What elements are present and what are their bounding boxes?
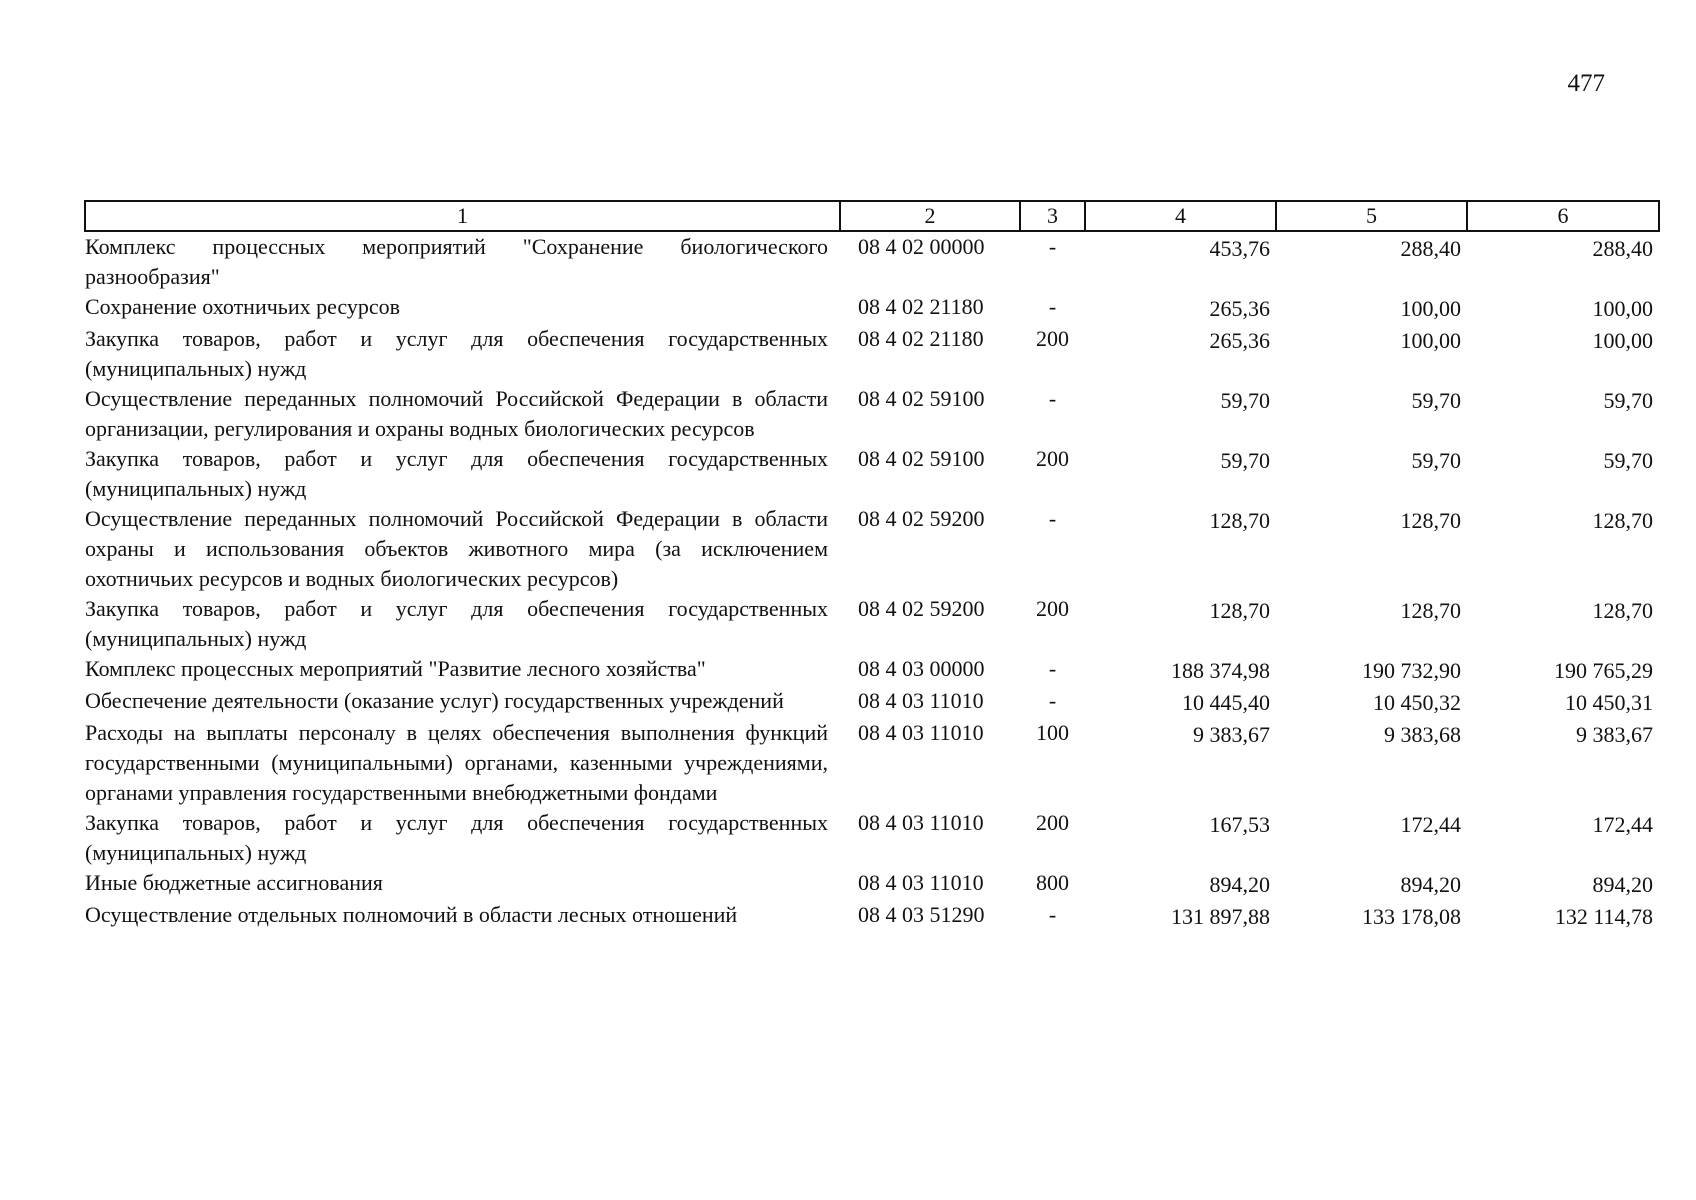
amount-column-6: 894,20 (1592, 872, 1653, 897)
table-row (85, 231, 1659, 292)
expense-type-code: 200 (1036, 810, 1069, 835)
expense-type-code: - (1048, 902, 1057, 927)
amount-column-6: 59,70 (1603, 388, 1653, 413)
amount-column-6: 59,70 (1603, 448, 1653, 473)
expense-type-code: 800 (1036, 870, 1069, 895)
target-article-code: 08 4 03 11010 (858, 720, 984, 745)
expense-type-code: - (1048, 506, 1057, 531)
target-article-code: 08 4 03 00000 (858, 656, 985, 681)
table-row (85, 324, 1659, 384)
item-name: Осуществление переданных полномочий Российской Федерации в области охраны и использования объектов животного мира (за исключением охотничьих ресурсов и водных биологических ресурсов) (85, 506, 828, 591)
target-article-code: 08 4 03 51290 (858, 902, 985, 927)
amount-column-4: 453,76 (1209, 236, 1270, 261)
amount-column-4: 59,70 (1220, 388, 1270, 413)
amount-column-5: 59,70 (1411, 388, 1461, 413)
amount-column-4: 265,36 (1209, 328, 1270, 353)
column-header-6: 6 (1467, 201, 1659, 231)
amount-column-5: 172,44 (1400, 812, 1461, 837)
target-article-code: 08 4 02 00000 (858, 234, 985, 259)
item-name: Закупка товаров, работ и услуг для обеспечения государственных (муниципальных) нужд (85, 326, 828, 381)
column-header-4: 4 (1085, 201, 1276, 231)
item-name: Обеспечение деятельности (оказание услуг) государственных учреждений (85, 688, 784, 713)
amount-column-5: 10 450,32 (1373, 690, 1461, 715)
amount-column-5: 9 383,68 (1384, 722, 1461, 747)
column-header-1: 1 (85, 201, 840, 231)
table-row (85, 504, 1659, 594)
table-row (85, 384, 1659, 444)
table-row (85, 654, 1659, 686)
amount-column-5: 128,70 (1400, 598, 1461, 623)
amount-column-4: 894,20 (1209, 872, 1270, 897)
amount-column-6: 132 114,78 (1554, 904, 1653, 929)
table-row (85, 594, 1659, 654)
table-row (85, 718, 1659, 808)
amount-column-5: 100,00 (1400, 328, 1461, 353)
amount-column-4: 188 374,98 (1171, 658, 1270, 683)
column-number-header-row (85, 201, 1659, 231)
expense-type-code: - (1048, 656, 1057, 681)
table-row (85, 868, 1659, 900)
item-name: Осуществление переданных полномочий Российской Федерации в области организации, регулирования и охраны водных биологических ресурсов (85, 386, 828, 441)
amount-column-4: 9 383,67 (1193, 722, 1270, 747)
amount-column-4: 59,70 (1220, 448, 1270, 473)
expense-type-code: - (1048, 386, 1057, 411)
item-name: Комплекс процессных мероприятий "Развитие лесного хозяйства" (85, 656, 706, 681)
table-row (85, 686, 1659, 718)
amount-column-6: 190 765,29 (1554, 658, 1653, 683)
amount-column-5: 59,70 (1411, 448, 1461, 473)
table-row (85, 444, 1659, 504)
target-article-code: 08 4 02 59200 (858, 596, 985, 621)
page-number: 477 (1567, 70, 1605, 97)
amount-column-4: 131 897,88 (1171, 904, 1270, 929)
budget-table (84, 200, 1660, 932)
column-header-3: 3 (1020, 201, 1085, 231)
expense-type-code: 200 (1036, 446, 1069, 471)
amount-column-4: 128,70 (1209, 598, 1270, 623)
amount-column-4: 265,36 (1209, 296, 1270, 321)
table-row (85, 292, 1659, 324)
expense-type-code: - (1048, 234, 1057, 259)
expense-type-code: 200 (1036, 326, 1069, 351)
amount-column-5: 133 178,08 (1362, 904, 1461, 929)
budget-table-container (84, 200, 1658, 932)
item-name: Закупка товаров, работ и услуг для обеспечения государственных (муниципальных) нужд (85, 810, 828, 865)
target-article-code: 08 4 02 59100 (858, 446, 985, 471)
expense-type-code: - (1048, 294, 1057, 319)
amount-column-5: 190 732,90 (1362, 658, 1461, 683)
amount-column-6: 100,00 (1592, 328, 1653, 353)
amount-column-5: 288,40 (1400, 236, 1461, 261)
table-row (85, 808, 1659, 868)
column-header-2: 2 (840, 201, 1020, 231)
column-header-5: 5 (1276, 201, 1467, 231)
item-name: Расходы на выплаты персоналу в целях обеспечения выполнения функций государственными (муниципальными) органами, казенными учреждениями, органами управления государственными внебюджетными фондами (85, 720, 828, 805)
item-name: Закупка товаров, работ и услуг для обеспечения государственных (муниципальных) нужд (85, 596, 828, 651)
table-row (85, 900, 1659, 932)
expense-type-code: 100 (1036, 720, 1069, 745)
item-name: Осуществление отдельных полномочий в области лесных отношений (85, 902, 738, 927)
expense-type-code: - (1048, 688, 1057, 713)
target-article-code: 08 4 02 21180 (858, 294, 984, 319)
target-article-code: 08 4 02 59200 (858, 506, 985, 531)
amount-column-6: 10 450,31 (1565, 690, 1653, 715)
amount-column-4: 167,53 (1209, 812, 1270, 837)
amount-column-6: 9 383,67 (1576, 722, 1653, 747)
amount-column-6: 100,00 (1592, 296, 1653, 321)
target-article-code: 08 4 03 11010 (858, 870, 984, 895)
expense-type-code: 200 (1036, 596, 1069, 621)
table-body (85, 231, 1659, 932)
amount-column-6: 128,70 (1592, 508, 1653, 533)
item-name: Закупка товаров, работ и услуг для обеспечения государственных (муниципальных) нужд (85, 446, 828, 501)
item-name: Комплекс процессных мероприятий "Сохранение биологического разнообразия" (85, 234, 828, 289)
amount-column-5: 894,20 (1400, 872, 1461, 897)
amount-column-6: 128,70 (1592, 598, 1653, 623)
amount-column-6: 288,40 (1592, 236, 1653, 261)
target-article-code: 08 4 03 11010 (858, 810, 984, 835)
item-name: Иные бюджетные ассигнования (85, 870, 383, 895)
target-article-code: 08 4 02 21180 (858, 326, 984, 351)
target-article-code: 08 4 03 11010 (858, 688, 984, 713)
amount-column-5: 100,00 (1400, 296, 1461, 321)
item-name: Сохранение охотничьих ресурсов (85, 294, 401, 319)
amount-column-5: 128,70 (1400, 508, 1461, 533)
amount-column-6: 172,44 (1592, 812, 1653, 837)
target-article-code: 08 4 02 59100 (858, 386, 985, 411)
amount-column-4: 10 445,40 (1182, 690, 1270, 715)
amount-column-4: 128,70 (1209, 508, 1270, 533)
